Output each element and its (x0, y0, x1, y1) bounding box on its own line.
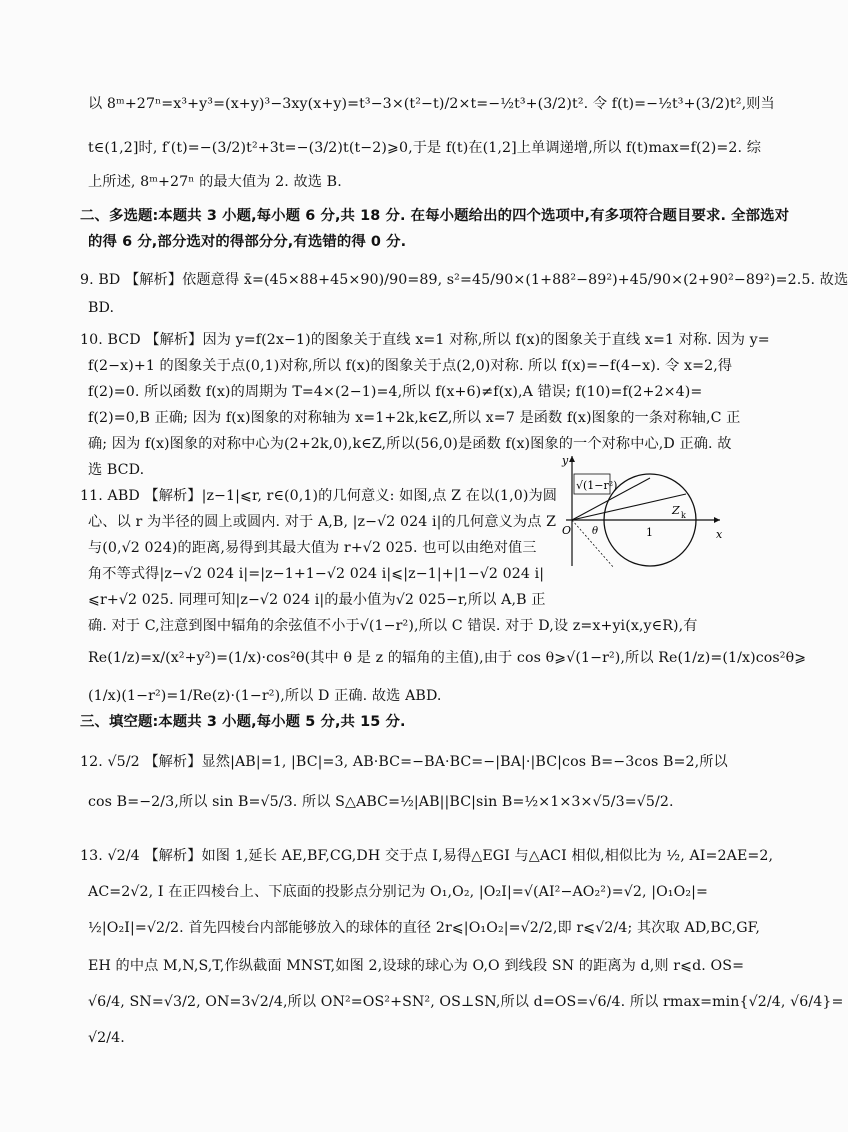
text-line: 上所述, 8ᵐ+27ⁿ 的最大值为 2. 故选 B. (88, 174, 342, 190)
figure-label: √(1−r²) (576, 479, 618, 492)
text-line: 9. BD 【解析】依题意得 x̄=(45×88+45×90)/90=89, s²=45/90×(1+88²−89²)+45/90×(2+90²−89²)=2.5. 故选 (80, 272, 848, 288)
text-line: Re(1/z)=x/(x²+y²)=(1/x)·cos²θ(其中 θ 是 z 的辐角的主值),由于 cos θ⩾√(1−r²),所以 Re(1/z)=(1/x)cos²θ⩾ (88, 650, 807, 666)
text-line: EH 的中点 M,N,S,T,作纵截面 MNST,如图 2,设球的球心为 O,O 到线段 SN 的距离为 d,则 r⩽d. OS= (88, 958, 745, 974)
figure-label: O (562, 524, 572, 537)
text-line: AC=2√2, I 在正四棱台上、下底面的投影点分别记为 O₁,O₂, |O₂I|=√(AI²−AO₂²)=√2, |O₁O₂|= (88, 884, 708, 900)
figure-label: 1 (646, 526, 653, 539)
text-line: f(2)=0. 所以函数 f(x)的周期为 T=4×(2−1)=4,所以 f(x+6)≠f(x),A 错误; f(10)=f(2+2×4)= (88, 384, 703, 400)
figure-label: Z (672, 504, 680, 517)
text-line: (1/x)(1−r²)=1/Re(z)·(1−r²),所以 D 正确. 故选 ABD. (88, 688, 442, 704)
text-line: ⩽r+√2 025. 同理可知|z−√2 024 i|的最小值为√2 025−r,所以 A,B 正 (88, 592, 546, 608)
figure-label: θ (592, 526, 599, 537)
figure-label: k (681, 511, 686, 520)
text-line: √6/4, SN=√3/2, ON=3√2/4,所以 ON²=OS²+SN², OS⊥SN,所以 d=OS=√6/4. 所以 rmax=min{√2/4, √6/4}= (88, 994, 844, 1010)
text-line: 心、以 r 为半径的圆上或圆内. 对于 A,B, |z−√2 024 i|的几何意义为点 Z (88, 514, 557, 530)
text-line: 确. 对于 C,注意到图中辐角的余弦值不小于√(1−r²),所以 C 错误. 对于 D,设 z=x+yi(x,y∈R),有 (88, 618, 698, 634)
text-line: 选 BCD. (88, 462, 145, 478)
text-line: ½|O₂I|=√2/2. 首先四棱台内部能够放入的球体的直径 2r⩽|O₁O₂|=√2/2,即 r⩽√2/4; 其次取 AD,BC,GF, (88, 920, 761, 936)
figure-label: y (562, 454, 569, 467)
text-line: 11. ABD 【解析】|z−1|⩽r, r∈(0,1)的几何意义: 如图,点 Z 在以(1,0)为圆 (80, 488, 558, 504)
text-line: 12. √5/2 【解析】显然|AB|=1, |BC|=3, AB·BC=−BA·BC=−|BA|·|BC|cos B=−3cos B=2,所以 (80, 754, 728, 770)
text-line: 角不等式得|z−√2 024 i|=|z−1+1−√2 024 i|⩽|z−1|+|1−√2 024 i| (88, 566, 545, 582)
text-line: cos B=−2/3,所以 sin B=√5/3. 所以 S△ABC=½|AB||BC|sin B=½×1×3×√5/3=√5/2. (88, 794, 674, 810)
text-line: 10. BCD 【解析】因为 y=f(2x−1)的图象关于直线 x=1 对称,所以 f(x)的图象关于直线 x=1 对称. 因为 y= (80, 332, 770, 348)
text-line: f(2−x)+1 的图象关于点(0,1)对称,所以 f(x)的图象关于点(2,0)对称. 所以 f(x)=−f(4−x). 令 x=2,得 (88, 358, 733, 374)
figure-label: x (716, 528, 723, 541)
text-line: 以 8ᵐ+27ⁿ=x³+y³=(x+y)³−3xy(x+y)=t³−3×(t²−t)/2×t=−½t³+(3/2)t². 令 f(t)=−½t³+(3/2)t²,则当 (88, 96, 775, 112)
text-line: 13. √2/4 【解析】如图 1,延长 AE,BF,CG,DH 交于点 I,易得△EGI 与△ACI 相似,相似比为 ½, AI=2AE=2, (80, 848, 774, 864)
text-line: 确; 因为 f(x)图象的对称中心为(2+2k,0),k∈Z,所以(56,0)是函数 f(x)图象的一个对称中心,D 正确. 故 (88, 436, 732, 452)
text-line: √2/4. (88, 1030, 125, 1046)
text-line: BD. (88, 300, 115, 316)
complex-plane-figure (560, 450, 728, 570)
section-heading: 三、填空题:本题共 3 小题,每小题 5 分,共 15 分. (80, 714, 406, 730)
text-line: f(2)=0,B 正确; 因为 f(x)图象的对称轴为 x=1+2k,k∈Z,所以 x=7 是函数 f(x)图象的一条对称轴,C 正 (88, 410, 741, 426)
text-line: 与(0,√2 024)的距离,易得到其最大值为 r+√2 025. 也可以由绝对值三 (88, 540, 537, 556)
section-heading: 二、多选题:本题共 3 小题,每小题 6 分,共 18 分. 在每小题给出的四个选项中,有多项符合题目要求. 全部选对 (80, 208, 790, 224)
text-line: t∈(1,2]时, f′(t)=−(3/2)t²+3t=−(3/2)t(t−2)⩾0,于是 f(t)在(1,2]上单调递增,所以 f(t)max=f(2)=2. 综 (88, 140, 762, 156)
section-heading: 的得 6 分,部分选对的得部分分,有选错的得 0 分. (88, 234, 407, 250)
